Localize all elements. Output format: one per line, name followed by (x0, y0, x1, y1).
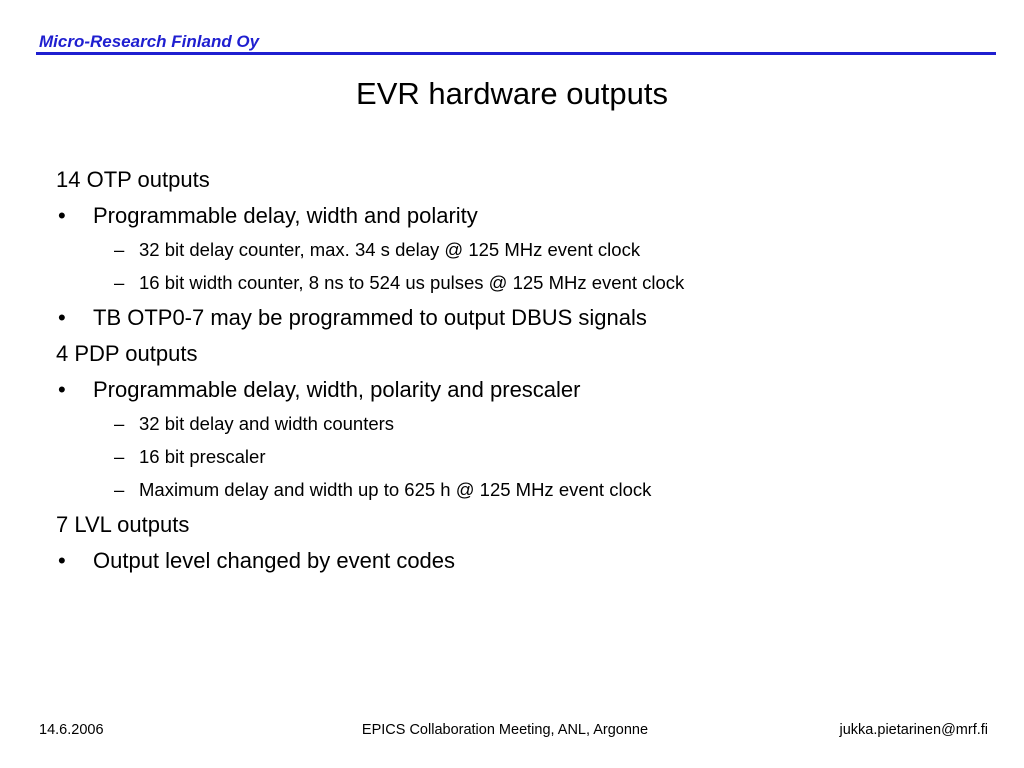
item-text: 4 PDP outputs (56, 341, 198, 366)
item-text: Maximum delay and width up to 625 h @ 125 MHz event clock (139, 479, 652, 500)
footer-email: jukka.pietarinen@mrf.fi (839, 722, 988, 738)
list-item-level-2 (56, 271, 996, 304)
item-text: 16 bit prescaler (139, 446, 266, 467)
list-item-level-0 (56, 340, 996, 376)
bullet-icon: • (58, 548, 66, 573)
header-rule (36, 52, 996, 55)
item-text: TB OTP0-7 may be programmed to output DBUS signals (93, 305, 647, 330)
bullet-icon: • (58, 377, 66, 402)
list-item-level-1 (56, 304, 996, 340)
bullet-icon: • (58, 203, 66, 228)
slide-title: EVR hardware outputs (356, 76, 668, 111)
item-text: Programmable delay, width, polarity and prescaler (93, 377, 581, 402)
dash-icon: – (114, 479, 125, 500)
dash-icon: – (114, 272, 125, 293)
item-text: 7 LVL outputs (56, 512, 190, 537)
company-name: Micro-Research Finland Oy (39, 32, 260, 51)
footer-event: EPICS Collaboration Meeting, ANL, Argonne (361, 722, 649, 738)
item-text: 32 bit delay and width counters (139, 413, 395, 434)
list-item-level-1 (56, 547, 996, 583)
list-item-level-2 (56, 478, 996, 511)
list-item-level-0 (56, 166, 996, 202)
item-text: 16 bit width counter, 8 ns to 524 us pulses @ 125 MHz event clock (139, 272, 685, 293)
dash-icon: – (114, 413, 125, 434)
dash-icon: – (114, 239, 125, 260)
footer-date: 14.6.2006 (39, 722, 104, 738)
slide-content (56, 166, 996, 583)
dash-icon: – (114, 446, 125, 467)
bullet-icon: • (58, 305, 66, 330)
list-item-level-1 (56, 202, 996, 238)
list-item-level-2 (56, 445, 996, 478)
item-text: 14 OTP outputs (56, 167, 210, 192)
list-item-level-1 (56, 376, 996, 412)
list-item-level-2 (56, 238, 996, 271)
item-text: Output level changed by event codes (93, 548, 456, 573)
item-text: 32 bit delay counter, max. 34 s delay @ 125 MHz event clock (139, 239, 641, 260)
item-text: Programmable delay, width and polarity (93, 203, 478, 228)
list-item-level-0 (56, 511, 996, 547)
list-item-level-2 (56, 412, 996, 445)
